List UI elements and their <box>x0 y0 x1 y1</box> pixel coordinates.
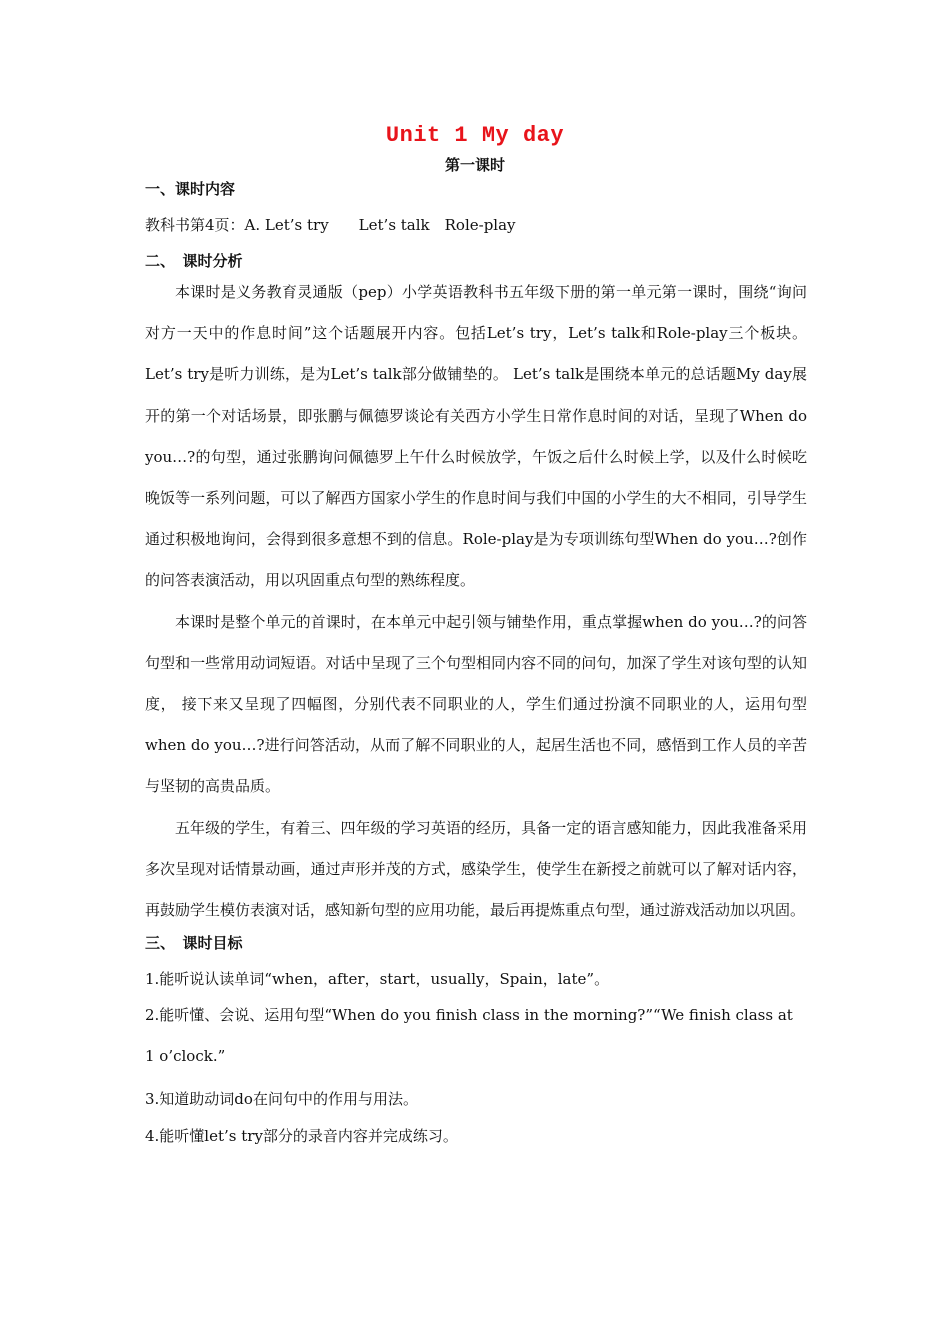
objective-item: 1.能听说认读单词“when，after，start，usually，Spain，late”。 <box>145 970 610 989</box>
analysis-paragraph: 五年级的学生，有着三、四年级的学习英语的经历，具备一定的语言感知能力，因此我准备采用多次呈现对话情景动画，通过声形并茂的方式，感染学生，使学生在新授之前就可以了解对话内容，再鼓励学生模仿表演对话，感知新句型的应用功能，最后再提炼重点句型，通过游戏活动加以巩固。 <box>145 818 807 920</box>
analysis-paragraph: 本课时是整个单元的首课时，在本单元中起引领与铺垫作用，重点掌握when do you…?的问答句型和一些常用动词短语。对话中呈现了三个句型相同内容不同的问句，加深了学生对该句型的认知度， 接下来又呈现了四幅图，分别代表不同职业的人，学生们通过扮演不同职业的人，运用句型when do you…?进行问答活动，从而了解不同职业的人，起居生活也不同，感悟到工作人员的辛苦与坚韧的高贵品质。 <box>145 612 807 796</box>
document-body <box>145 175 807 1146</box>
analysis-paragraph: 本课时是义务教育灵通版（pep）小学英语教科书五年级下册的第一单元第一课时，围绕“询问对方一天中的作息时间”这个话题展开内容。包括Let’s try，Let’s talk和Role-play三个板块。Let’s try是听力训练，是为Let’s talk部分做铺垫的。 Let’s talk是围绕本单元的总话题My day展开的第一个对话场景，即张鹏与佩德罗谈论有关西方小学生日常作息时间的对话，呈现了When do you…?的句型，通过张鹏询问佩德罗上午什么时候放学，午饭之后什么时候上学，以及什么时候吃晚饭等一系列问题，可以了解西方国家小学生的作息时间与我们中国的小学生的大不相同，引导学生通过积极地询问，会得到很多意想不到的信息。Role-play是为专项训练句型When do you…?创作的问答表演活动，用以巩固重点句型的熟练程度。 <box>145 283 807 590</box>
page-title: Unit 1 My day <box>385 123 565 148</box>
objective-item: 4.能听懂let’s try部分的录音内容并完成练习。 <box>145 1127 458 1146</box>
objective-item: 2.能听懂、会说、运用句型“When do you finish class in the morning?”“We finish class at 1 o’clock.” <box>145 1006 793 1066</box>
section-content-text: 教科书第4页：A. Let’s try Let’s talk Role-play <box>145 216 516 234</box>
section-heading-content: 一、课时内容 <box>145 180 236 198</box>
page-subtitle: 第一课时 <box>444 156 505 174</box>
objective-item: 3.知道助动词do在问句中的作用与用法。 <box>145 1090 418 1109</box>
section-heading-objectives: 三、 课时目标 <box>145 934 243 953</box>
section-heading-analysis: 二、 课时分析 <box>145 252 243 270</box>
